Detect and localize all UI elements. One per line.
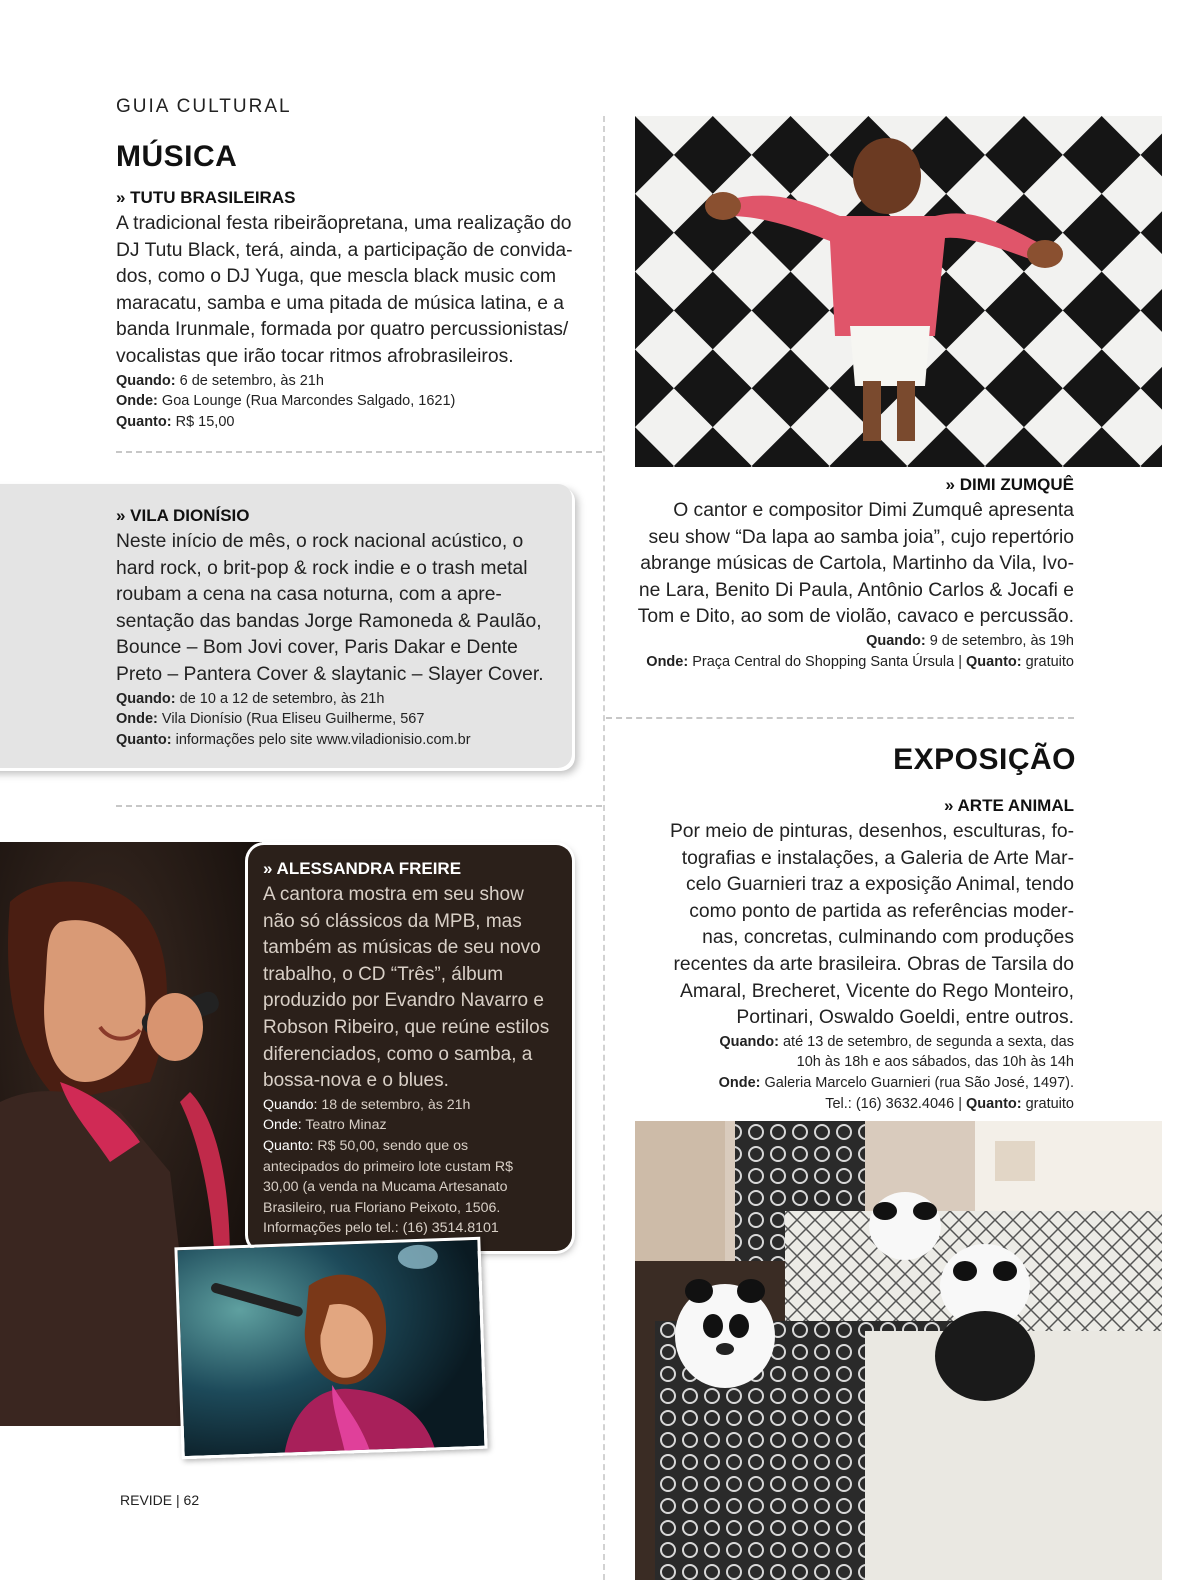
section-title-exposicao: EXPOSIÇÃO [893, 743, 1076, 776]
column-divider [603, 116, 605, 1580]
divider [116, 451, 602, 453]
article-body: A tradicional festa ribeirãopretana, uma realização do DJ Tutu Black, terá, ainda, a participação de convida- dos, como o DJ Yuga, que mescla black music com maracatu, samba e uma pitada de música latina, e a banda Irunmale, formada por quatro percussionistas/ vocalistas que irão tocar ritmos afrobrasileiros. [116, 213, 573, 367]
event-info: Quando: de 10 a 12 de setembro, às 21h Onde: Vila Dionísio (Rua Eliseu Guilherme, 567 Quanto: informações pelo site www.viladionisio.com.br [116, 690, 471, 748]
article-body: Por meio de pinturas, desenhos, esculturas, fo- tografias e instalações, a Galeria de Arte Mar- celo Guarnieri traz a exposição Animal, tendo como ponto de partida as referências moder- nas, concretas, culminando com produções recentes da arte brasileira. Obras de Tarsila do Amaral, Brecheret, Vicente do Rego Monteiro, Portinari, Oswaldo Goeldi, entre outros. [669, 821, 1074, 1029]
page-footer: REVIDE | 62 [120, 1492, 200, 1508]
event-info: Quando: 6 de setembro, às 21h Onde: Goa Lounge (Rua Marcondes Salgado, 1621) Quanto: R$ 15,00 [116, 372, 456, 430]
dimi-zumque-photo [635, 116, 1162, 467]
article-arte-animal [606, 796, 1074, 1114]
article-alessandra-freire [263, 859, 563, 1239]
section-kicker: GUIA CULTURAL [116, 96, 292, 117]
article-dimi-zumque [606, 475, 1074, 672]
article-tutu-brasileiras [116, 188, 596, 432]
event-info: Quando: 18 de setembro, às 21h Onde: Teatro Minaz Quanto: R$ 50,00, sendo que os antecipados do primeiro lote custam R$ 30,00 (a venda na Mucama Artesanato Brasileiro, rua Floriano Peixoto, 1506. Informações pelo tel.: (16) 3514.8101 [263, 1096, 513, 1237]
article-title: » TUTU BRASILEIRAS [116, 188, 296, 207]
article-title: » ARTE ANIMAL [943, 796, 1074, 815]
concert-photo [174, 1237, 487, 1460]
article-body: O cantor e compositor Dimi Zumquê apresenta seu show “Da lapa ao samba joia”, cujo repertório abrange músicas de Cartola, Martinho da Vila, Ivo- ne Lara, Benito Di Paula, Antônio Carlos & Jocafi e Tom e Dito, ao som de violão, cavaco e percussão. [637, 500, 1074, 628]
divider [606, 717, 1074, 719]
event-info: Quando: 9 de setembro, às 19h Onde: Praça Central do Shopping Santa Úrsula | Quanto: gratuito [646, 632, 1074, 670]
section-title-musica: MÚSICA [116, 140, 238, 173]
article-title: » VILA DIONÍSIO [116, 506, 250, 525]
event-info: Quando: até 13 de setembro, de segunda a sexta, das 10h às 18h e aos sábados, das 10h às 14h Onde: Galeria Marcelo Guarnieri (rua São José, 1497). Tel.: (16) 3632.4046 | Quanto: gratuito [718, 1033, 1074, 1112]
panda-exhibition-photo [635, 1121, 1162, 1580]
article-body: Neste início de mês, o rock nacional acústico, o hard rock, o brit-pop & rock indie e o trash metal roubam a cena na casa noturna, com a apre- sentação das bandas Jorge Ramoneda & Paulão, Bounce – Bom Jovi cover, Paris Dakar e Dente Preto – Pantera Cover & slaytanic – Slayer Cover. [116, 531, 544, 685]
article-title: » ALESSANDRA FREIRE [263, 859, 462, 878]
article-vila-dionisio [116, 506, 566, 750]
divider [116, 805, 602, 807]
article-title: » DIMI ZUMQUÊ [945, 475, 1074, 494]
article-body: A cantora mostra em seu show não só clássicos da MPB, mas também as músicas de seu novo trabalho, o CD “Três”, álbum produzido por Evandro Navarro e Robson Ribeiro, que reúne estilos diferenciados, como o samba, a bossa-nova e o blues. [263, 884, 550, 1092]
